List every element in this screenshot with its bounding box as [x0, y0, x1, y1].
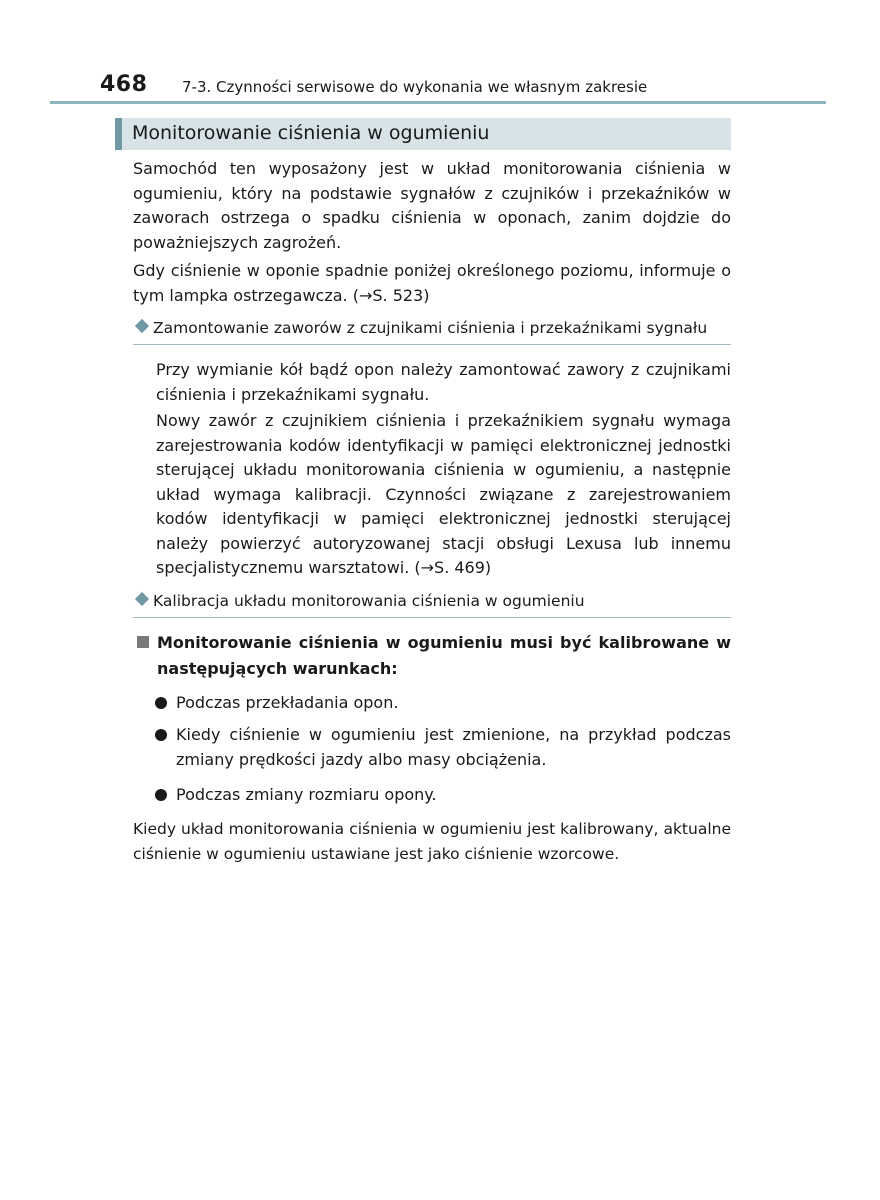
registration-paragraph: Nowy zawór z czujnikiem ciśnienia i przekaźnikiem sygnału wymaga zarejestrowania kodów identyfikacji w pamięci elektronicznej jednostki sterującej układu monitorowania ciśnienia w ogumieniu, a następnie układ wymaga kalibracji. Czynności związane z zarejestrowaniem kodów identyfikacji w pamięci elektronicznej jednostki sterującej należy powierzyć autoryzowanej stacji obsługi Lexusa lub innemu specjalistycznemu warsztatowi. (→S. 469) [156, 411, 731, 577]
subsection-heading-valves [133, 318, 731, 345]
header-divider [50, 101, 826, 104]
list-item-text: Podczas przekładania opon. [176, 693, 399, 712]
closing-paragraph: Kiedy układ monitorowania ciśnienia w ogumieniu jest kalibrowany, aktualne ciśnienie w ogumieniu ustawiane jest jako ciśnienie wzorcowe. [133, 820, 731, 863]
note-heading-text: Monitorowanie ciśnienia w ogumieniu musi być kalibrowane w następujących warunkach: [157, 633, 731, 678]
dot-bullet-icon [155, 729, 167, 741]
section-heading [115, 118, 731, 150]
list-item [155, 690, 731, 715]
note-heading [133, 630, 731, 682]
valve-paragraph: Przy wymianie kół bądź opon należy zamontować zawory z czujnikami ciśnienia i przekaźnikami sygnału. [156, 360, 731, 404]
subsection-title: Kalibracja układu monitorowania ciśnienia w ogumieniu [153, 592, 585, 610]
list-item-text: Kiedy ciśnienie w ogumieniu jest zmienione, na przykład podczas zmiany prędkości jazdy albo masy obciążenia. [176, 725, 731, 769]
list-item [155, 722, 731, 772]
dot-bullet-icon [155, 697, 167, 709]
diamond-bullet-icon [135, 319, 149, 333]
list-item [155, 782, 731, 807]
dot-bullet-icon [155, 789, 167, 801]
subsection-heading-calibration [133, 591, 731, 618]
square-bullet-icon [137, 636, 149, 648]
warning-light-paragraph: Gdy ciśnienie w oponie spadnie poniżej określonego poziomu, informuje o tym lampka ostrzegawcza. (→S. 523) [133, 261, 731, 305]
subsection-title: Zamontowanie zaworów z czujnikami ciśnienia i przekaźnikami sygnału [153, 319, 708, 337]
page-number: 468 [100, 72, 148, 97]
section-title: Monitorowanie ciśnienia w ogumieniu [132, 122, 490, 144]
diamond-bullet-icon [135, 592, 149, 606]
list-item-text: Podczas zmiany rozmiaru opony. [176, 785, 437, 804]
chapter-title: 7-3. Czynności serwisowe do wykonania we własnym zakresie [182, 78, 648, 96]
intro-paragraph: Samochód ten wyposażony jest w układ monitorowania ciśnienia w ogumieniu, który na podstawie sygnałów z czujników i przekaźników w zaworach ostrzega o spadku ciśnienia w oponach, zanim dojdzie do poważniejszych zagrożeń. [133, 159, 731, 252]
page-header [100, 72, 830, 102]
